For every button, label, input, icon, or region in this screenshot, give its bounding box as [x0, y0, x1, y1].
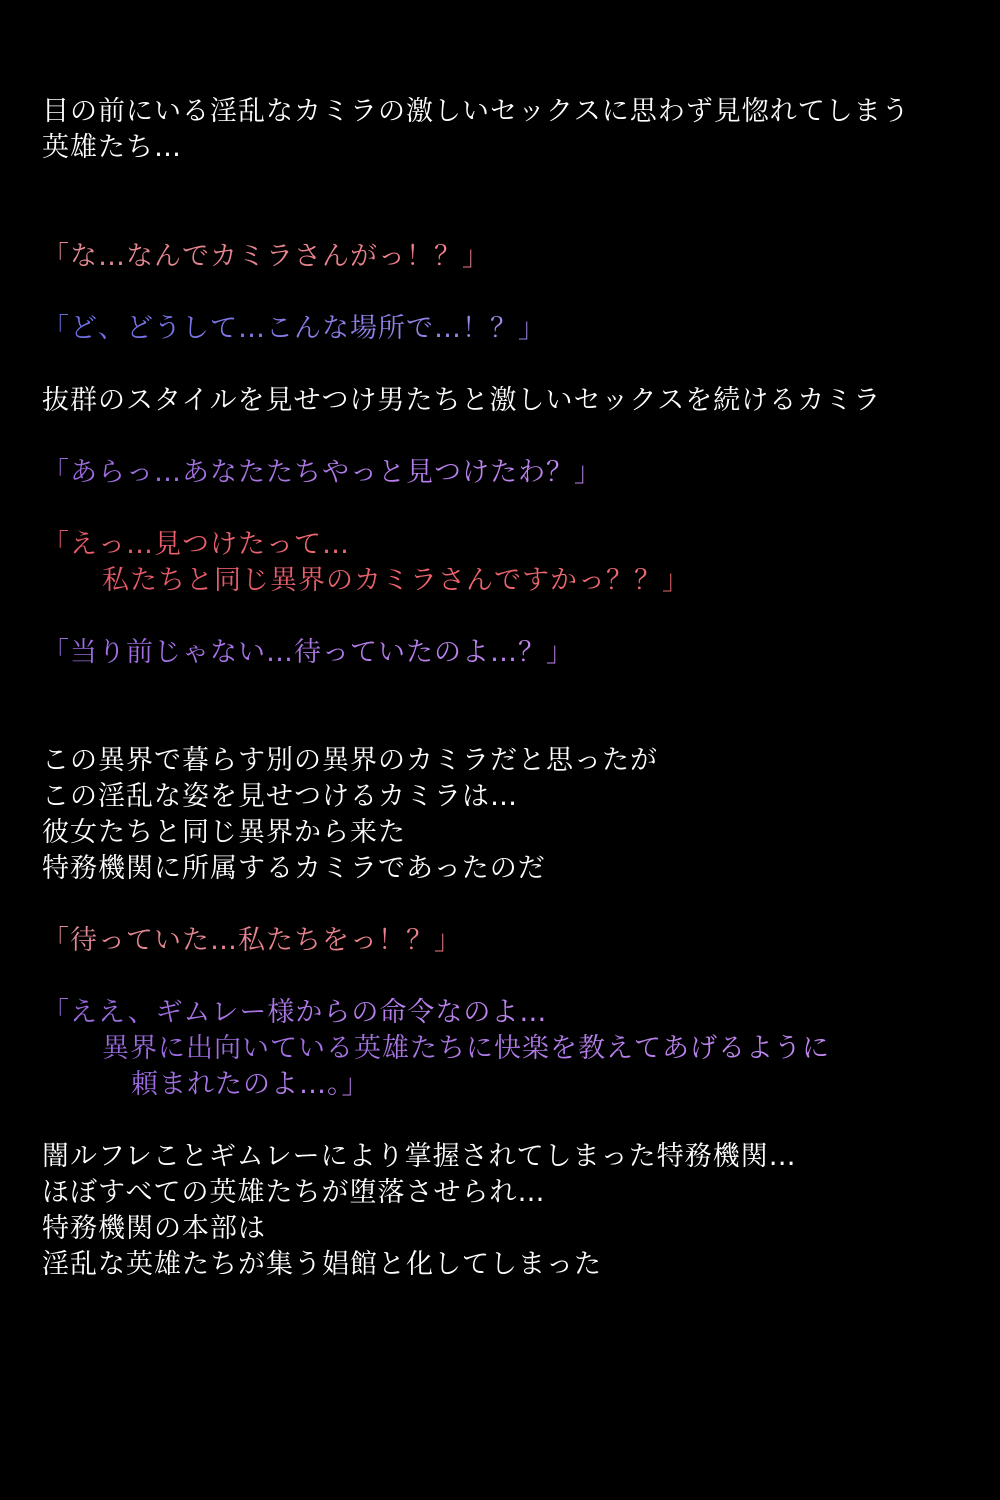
narration-line: この淫乱な姿を見せつけるカミラは… — [42, 781, 518, 812]
dialogue-line: 「えっ…見つけたって… — [42, 527, 350, 563]
dialogue-line: 「な…なんでカミラさんがっ！？」 — [42, 239, 490, 275]
narration-line: 抜群のスタイルを見せつけ男たちと激しいセックスを続けるカミラ — [42, 385, 882, 416]
narration-line: 特務機関に所属するカミラであったのだ — [42, 853, 546, 884]
dialogue-line: 私たちと同じ異界のカミラさんですかっ？？」 — [102, 563, 690, 599]
narration-line: 英雄たち… — [42, 132, 182, 163]
narration-line: 彼女たちと同じ異界から来た — [42, 817, 406, 848]
narration-line: ほぼすべての英雄たちが堕落させられ… — [42, 1177, 546, 1208]
dialogue-line: 「待っていた…私たちをっ！？」 — [42, 923, 462, 959]
dialogue-line: 「当り前じゃない…待っていたのよ…？」 — [42, 635, 574, 671]
narration-line: 闇ルフレことギムレーにより掌握されてしまった特務機関… — [42, 1141, 797, 1172]
dialogue-line: 「ええ、ギムレー様からの命令なのよ… — [42, 995, 547, 1031]
dialogue-line: 頼まれたのよ…。」 — [131, 1067, 370, 1103]
narration-line: 淫乱な英雄たちが集う娼館と化してしまった — [42, 1249, 602, 1280]
dialogue-line: 「ど、どうして…こんな場所で…！？」 — [42, 311, 546, 347]
narration-line: 目の前にいる淫乱なカミラの激しいセックスに思わず見惚れてしまう — [42, 96, 910, 127]
dialogue-line: 異界に出向いている英雄たちに快楽を教えてあげるように — [102, 1031, 830, 1067]
dialogue-line: 「あらっ…あなたたちやっと見つけたわ？」 — [42, 455, 602, 491]
narration-line: 特務機関の本部は — [42, 1213, 266, 1244]
narration-line: この異界で暮らす別の異界のカミラだと思ったが — [42, 745, 658, 776]
